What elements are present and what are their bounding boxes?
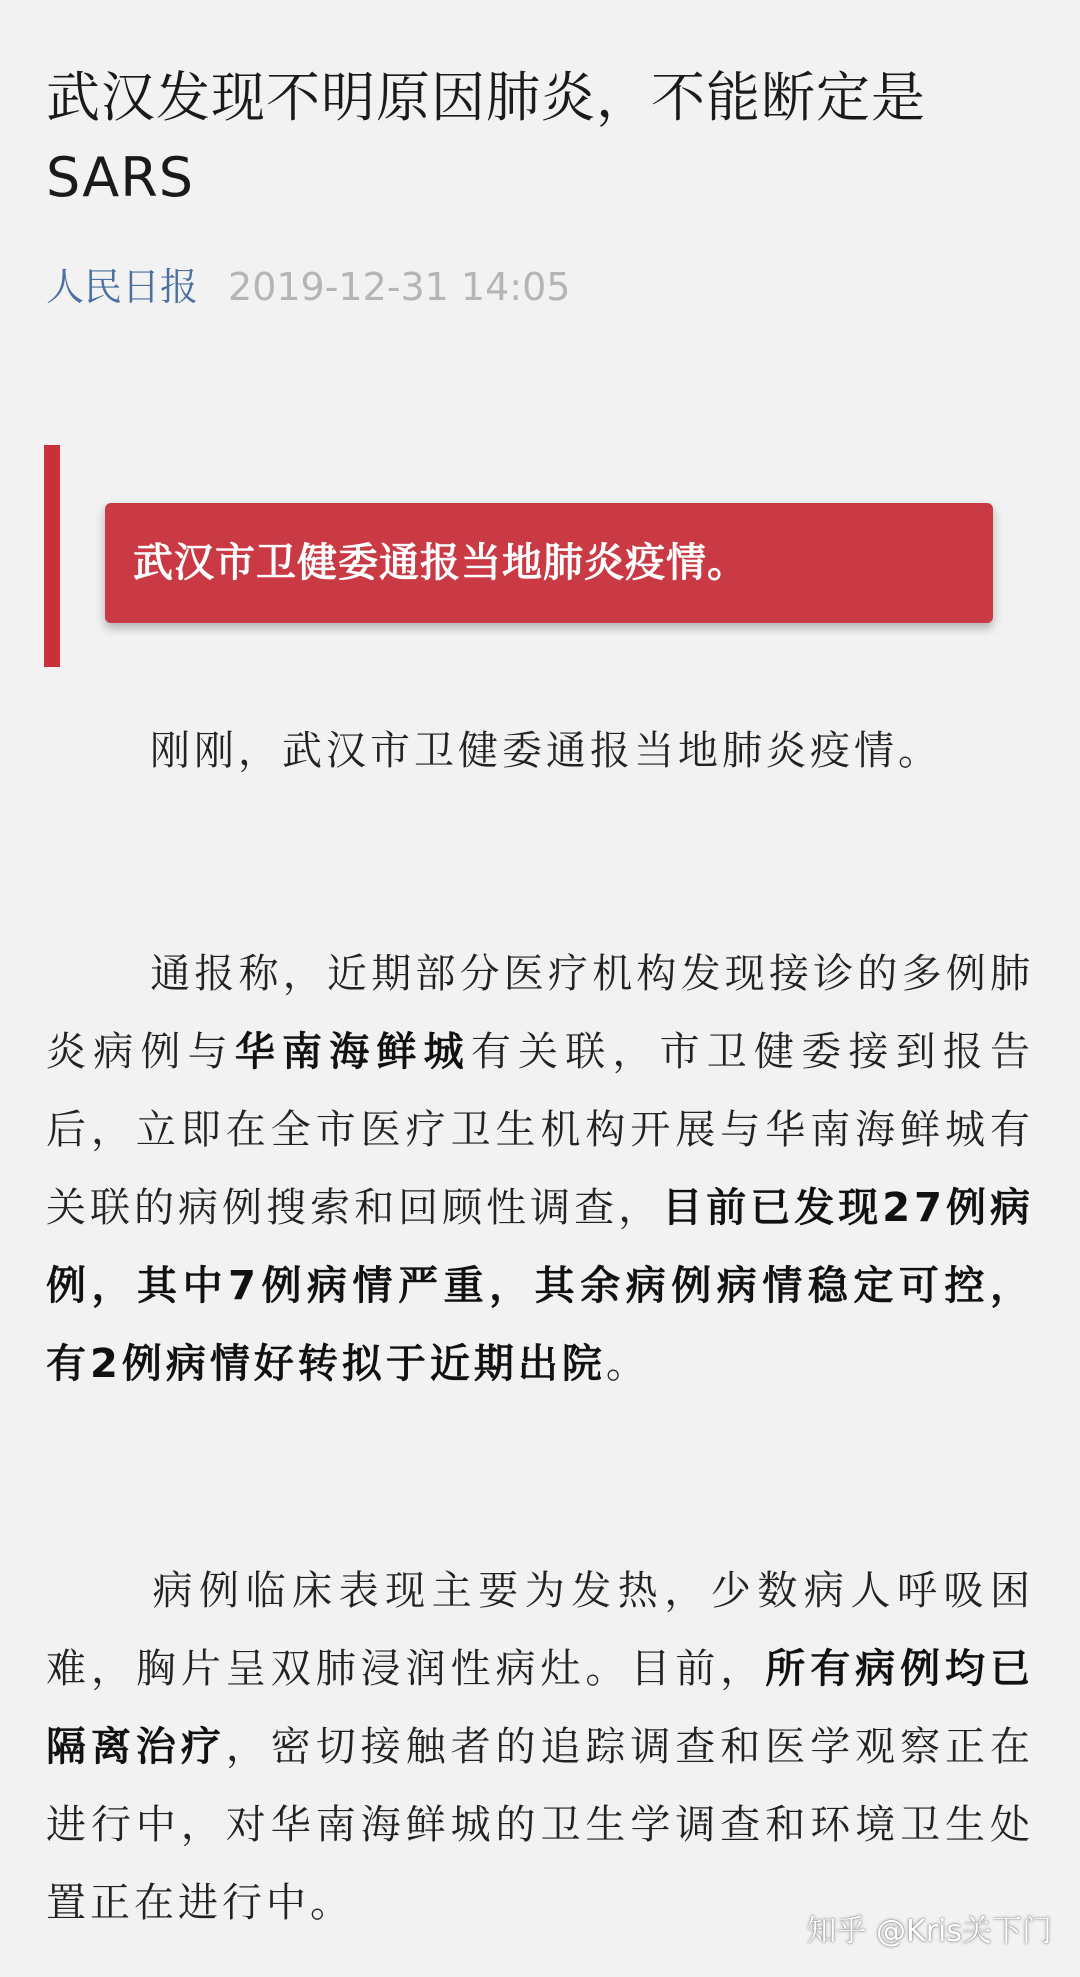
- paragraph-3: [46, 1552, 1034, 1942]
- paragraph-3-text-c: ，密切接触者的追踪调查和医学观察正在进行中，对华南海鲜城的卫生学调查和环境卫生处置正在进行中。: [46, 1724, 1035, 1926]
- paragraph-2-bold-cases: 目前已发现27例病例，其中7例病情严重，其余病例病情稳定可控，有2例病情好转拟于近期出院: [46, 1185, 1034, 1387]
- paragraph-2-bold-location: 华南海鲜城: [234, 1029, 471, 1075]
- paragraph-2-text-a: 通报称，近期部分医疗机构发现接诊的多例肺炎病例与: [46, 951, 1034, 1075]
- paragraph-2-text-e: 。: [605, 1341, 650, 1387]
- watermark: 知乎 @Kris关下门: [806, 1914, 1052, 1949]
- article-source[interactable]: 人民日报: [46, 265, 199, 309]
- paragraph-1-text: 刚刚，武汉市卫健委通报当地肺炎疫情。: [150, 728, 942, 774]
- article-time: 2019-12-31 14:05: [228, 265, 571, 309]
- paragraph-3-text-a: 病例临床表现主要为发热，少数病人呼吸困难，胸片呈双肺浸润性病灶。目前，: [46, 1568, 1034, 1692]
- quote-bar: [44, 445, 60, 667]
- paragraph-3-bold-isolation: 所有病例均已隔离治疗: [46, 1646, 1035, 1770]
- paragraph-1: [46, 712, 1034, 790]
- article-title: 武汉发现不明原因肺炎，不能断定是SARS: [46, 66, 926, 209]
- paragraph-2-text-c: 有关联，市卫健委接到报告后，立即在全市医疗卫生机构开展与华南海鲜城有关联的病例搜索和回顾性调查，: [46, 1029, 1035, 1231]
- article-meta: [46, 258, 570, 316]
- highlight-banner: 武汉市卫健委通报当地肺炎疫情。: [105, 503, 993, 623]
- paragraph-2: [46, 935, 1034, 1403]
